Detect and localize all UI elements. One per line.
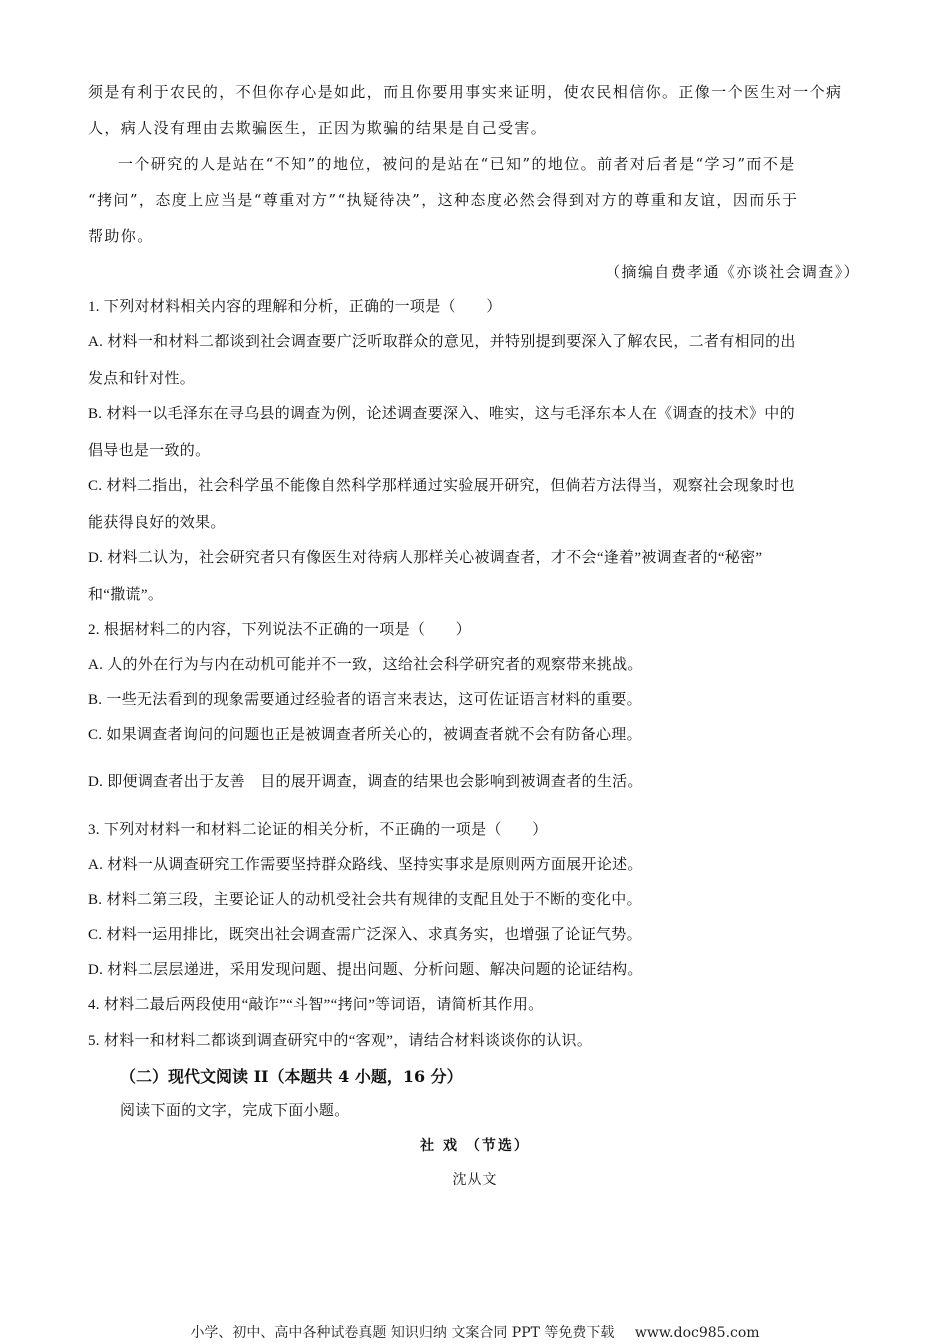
footer-link[interactable]: www.doc985.com: [634, 1325, 760, 1341]
option-b: B. 材料一以毛泽东在寻乌县的调查为例，论述调查要深入、唯实，这与毛泽东本人在《调查的技术》中的: [88, 406, 795, 422]
section-heading: （二）现代文阅读 II（本题共 4 小题，16 分）: [120, 1067, 463, 1086]
option-b: B. 一些无法看到的现象需要通过经验者的语言来表达，这可佐证语言材料的重要。: [88, 692, 642, 708]
option-a: A. 人的外在行为与内在动机可能并不一致，这给社会科学研究者的观察带来挑战。: [88, 657, 643, 673]
option-d: D. 材料二认为，社会研究者只有像医生对待病人那样关心被调查者，才不会“逢着”被调查者的“秘密”: [88, 550, 763, 566]
option-c: C. 如果调查者询问的问题也正是被调查者所关心的，被调查者就不会有防备心理。: [88, 727, 642, 743]
option-d: D. 即便调查者出于友善 目的展开调查，调查的结果也会影响到被调查者的生活。: [88, 774, 643, 790]
option-d-cont: 和“撒谎”。: [88, 587, 164, 603]
story-title: 社 戏 （节选）: [420, 1138, 530, 1154]
passage-line-2: 人，病人没有理由去欺骗医生，正因为欺骗的结果是自己受害。: [88, 119, 548, 137]
option-a: A. 材料一和材料二都谈到社会调查要广泛听取群众的意见，并特别提到要深入了解农民，二者有相同的出: [88, 334, 796, 350]
option-a-cont: 发点和针对性。: [88, 371, 196, 387]
question-4: 4. 材料二最后两段使用“敲诈”“斗智”“拷问”等词语，请简析其作用。: [88, 997, 544, 1013]
page-footer: [0, 1324, 950, 1342]
option-c: C. 材料一运用排比，既突出社会调查需广泛深入、求真务实，也增强了论证气势。: [88, 927, 642, 943]
passage-source: （摘编自费孝通《亦谈社会调查》）: [605, 263, 860, 281]
option-b: B. 材料二第三段，主要论证人的动机受社会共有规律的支配且处于不断的变化中。: [88, 892, 642, 908]
passage-line-5: 帮助你。: [88, 227, 154, 245]
option-a: A. 材料一从调查研究工作需要坚持群众路线、坚持实事求是原则两方面展开论述。: [88, 857, 643, 873]
passage-line-3: 一个研究的人是站在“不知”的地位，被问的是站在“已知”的地位。前者对后者是“学习”而不是: [118, 155, 796, 173]
option-c: C. 材料二指出，社会科学虽不能像自然科学那样通过实验展开研究，但倘若方法得当，观察社会现象时也: [88, 478, 795, 494]
question-5: 5. 材料一和材料二都谈到调查研究中的“客观”，请结合材料谈谈你的认识。: [88, 1033, 593, 1049]
passage-line-1: 须是有利于农民的，不但你存心是如此，而且你要用事实来证明，使农民相信你。正像一个医生对一个病: [88, 83, 843, 101]
option-b-cont: 倡导也是一致的。: [88, 443, 211, 459]
question-stem: 3. 下列对材料一和材料二论证的相关分析，不正确的一项是（ ）: [88, 822, 548, 838]
option-d: D. 材料二层层递进，采用发现问题、提出问题、分析问题、解决问题的论证结构。: [88, 962, 643, 978]
question-stem: 1. 下列对材料相关内容的理解和分析，正确的一项是（ ）: [88, 299, 502, 315]
question-stem: 2. 根据材料二的内容，下列说法不正确的一项是（ ）: [88, 622, 472, 638]
passage-line-4: “拷问”，态度上应当是“尊重对方”“执疑待决”，这种态度必然会得到对方的尊重和友谊，因而乐于: [88, 191, 799, 209]
story-author: 沈从文: [452, 1172, 498, 1188]
option-c-cont: 能获得良好的效果。: [88, 515, 226, 531]
footer-text: 小学、初中、高中各种试卷真题 知识归纳 文案合同 PPT 等免费下载: [190, 1325, 615, 1341]
section-instruction: 阅读下面的文字，完成下面小题。: [120, 1103, 350, 1119]
